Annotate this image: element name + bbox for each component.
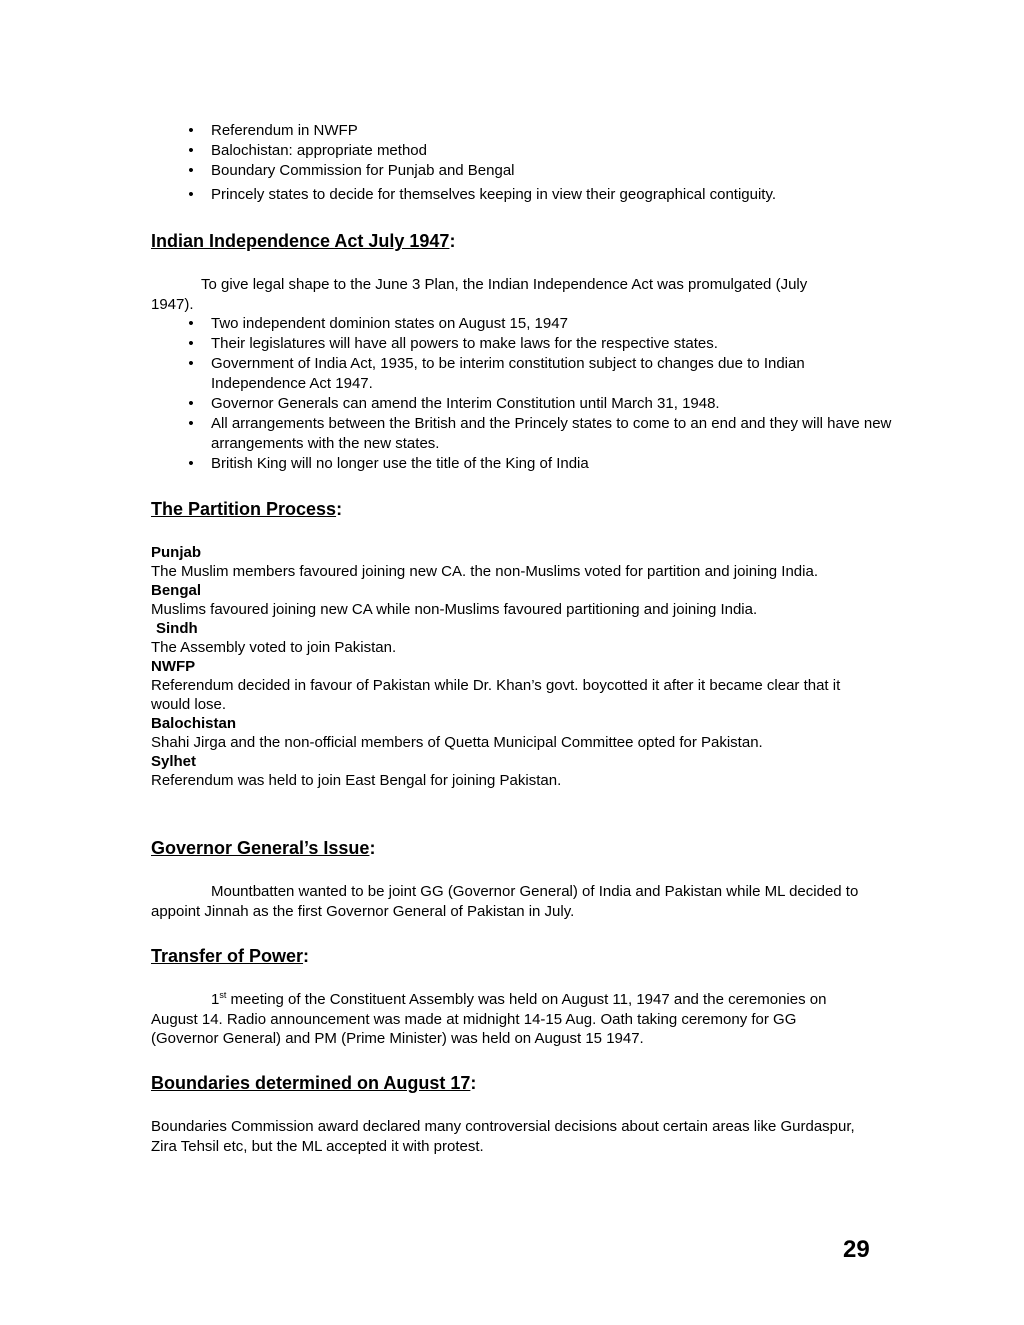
- list-item: • Balochistan: appropriate method: [151, 141, 873, 161]
- list-item: • Governor Generals can amend the Interim Constitution until March 31, 1948.: [151, 394, 873, 414]
- list-item: • Two independent dominion states on August 15, 1947: [151, 314, 873, 334]
- list-item: • Government of India Act, 1935, to be interim constitution subject to changes due to Indian Independence Act 1947.: [151, 354, 841, 394]
- region-title: Balochistan: [151, 715, 237, 732]
- list-item: • Princely states to decide for themselves keeping in view their geographical contiguity.: [151, 185, 873, 205]
- top-bullet-list: [151, 121, 873, 205]
- iia-intro: To give legal shape to the June 3 Plan, the Indian Independence Act was promulgated (July 1947).: [151, 276, 808, 313]
- section-heading-iia: Indian Independence Act July 1947:: [151, 231, 456, 251]
- list-item: • Boundary Commission for Punjab and Bengal: [151, 161, 873, 181]
- bullet-icon: •: [188, 315, 194, 332]
- region-text: Referendum decided in favour of Pakistan while Dr. Khan’s govt. boycotted it after it became clear that it would lose.: [151, 677, 841, 713]
- bullet-icon: •: [188, 415, 194, 432]
- section-heading-partition: The Partition Process:: [151, 499, 343, 519]
- bullet-icon: •: [188, 455, 194, 472]
- region-text: The Assembly voted to join Pakistan.: [151, 639, 397, 656]
- region-title: Punjab: [151, 544, 202, 561]
- region-text: Muslims favoured joining new CA while non-Muslims favoured partitioning and joining India.: [151, 601, 758, 618]
- section-heading-transfer: Transfer of Power:: [151, 946, 310, 966]
- region-text: Referendum was held to join East Bengal for joining Pakistan.: [151, 772, 562, 789]
- boundaries-text: Boundaries Commission award declared many controversial decisions about certain areas like Gurdaspur, Zira Tehsil etc, but the ML accepted it with protest.: [151, 1118, 855, 1155]
- iia-bullet-list: [151, 314, 892, 474]
- region-title: Bengal: [151, 582, 202, 599]
- section-heading-gg: Governor General’s Issue:: [151, 838, 376, 858]
- list-item: • All arrangements between the British and the Princely states to come to an end and they will have new arrangements with the new states.: [151, 414, 933, 454]
- list-item: • Referendum in NWFP: [151, 121, 873, 141]
- bullet-icon: •: [188, 142, 194, 159]
- region-title: Sylhet: [151, 753, 197, 770]
- gg-text: Mountbatten wanted to be joint GG (Governor General) of India and Pakistan while ML decided to appoint Jinnah as the first Governor General of Pakistan in July.: [151, 883, 859, 920]
- transfer-text: 1st meeting of the Constituent Assembly was held on August 11, 1947 and the ceremonies on August 14. Radio announcement was made at midnight 14-15 Aug. Oath taking ceremony for GG (Governor General) and PM (Prime Minister) was held on August 15 1947.: [151, 990, 827, 1047]
- page-number: 29: [843, 1236, 870, 1263]
- list-item: • Their legislatures will have all powers to make laws for the respective states.: [151, 334, 873, 354]
- bullet-icon: •: [188, 122, 194, 139]
- bullet-icon: •: [188, 395, 194, 412]
- region-text: Shahi Jirga and the non-official members of Quetta Municipal Committee opted for Pakistan.: [151, 734, 763, 751]
- region-title: NWFP: [151, 658, 196, 675]
- list-item: • British King will no longer use the title of the King of India: [151, 454, 873, 474]
- partition-list: [151, 543, 851, 790]
- bullet-icon: •: [188, 335, 194, 352]
- region-title: Sindh: [156, 620, 198, 637]
- bullet-icon: •: [188, 186, 194, 203]
- bullet-icon: •: [188, 162, 194, 179]
- bullet-icon: •: [188, 355, 194, 372]
- region-text: The Muslim members favoured joining new CA. the non-Muslims voted for partition and joining India.: [151, 563, 818, 580]
- section-heading-boundaries: Boundaries determined on August 17:: [151, 1073, 477, 1093]
